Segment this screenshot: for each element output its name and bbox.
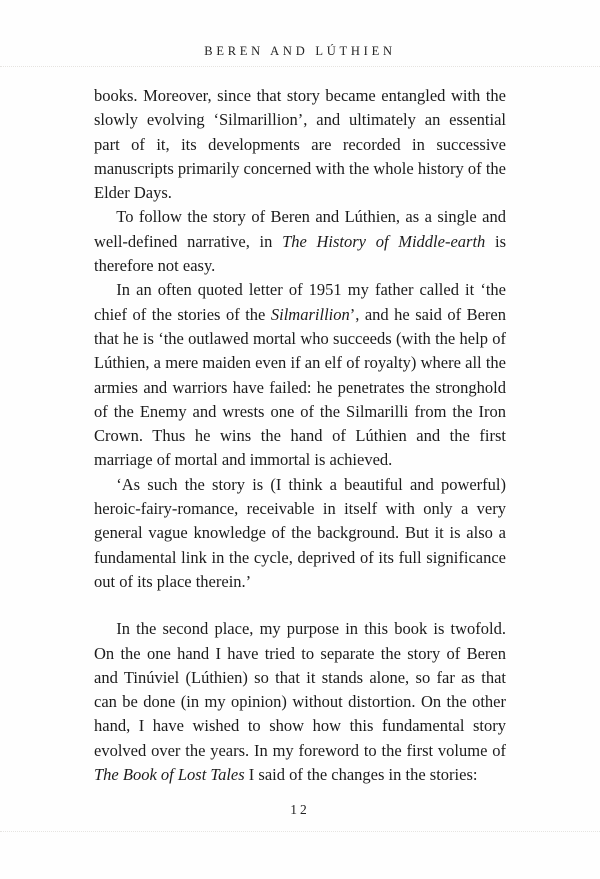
text-run: is therefore not easy. bbox=[94, 231, 506, 276]
italic-text-run: The History of Middle-earth bbox=[282, 231, 486, 251]
text-run: In the second place, my purpose in this book is twofold. On the one hand I have tried to separate the story of Beren and Tinúviel (Lúthien) so that it stands alone, so far as that can be done (in my opinion) without distortion. On the other hand, I have wished to show how this fundamental story evolved over the years. In my foreword to the first volume of bbox=[94, 619, 506, 760]
paragraph bbox=[94, 205, 506, 278]
paragraph bbox=[94, 617, 506, 787]
page-number: 12 bbox=[290, 802, 310, 817]
text-run: I said of the changes in the stories: bbox=[244, 765, 478, 785]
footer-rule bbox=[0, 831, 600, 832]
header-rule bbox=[0, 66, 600, 67]
italic-text-run: Silmarillion bbox=[270, 304, 350, 324]
text-run: To follow the story of Beren and Lúthien, as a single and well-defined narrative, in bbox=[94, 207, 506, 251]
text-run: ‘As such the story is (I think a beautiful and powerful) heroic-fairy-romance, receivable in itself with only a very general vague knowledge of the background. But it is also a fundamental link in the cycle, deprived of its full significance out of its place therein.’ bbox=[94, 474, 506, 591]
paragraph bbox=[94, 278, 506, 472]
text-run: In an often quoted letter of 1951 my father called it ‘the chief of the stories of the bbox=[94, 280, 506, 324]
text-run: books. Moreover, since that story became entangled with the slowly evolving ‘Silmarillion’, and ultimately an essential part of it, its developments are recorded in successive manuscripts primarily concerned with the whole history of the Elder Days. bbox=[94, 86, 506, 203]
paragraph bbox=[94, 473, 506, 594]
page-body bbox=[94, 84, 506, 787]
text-run: ’, and he said of Beren that he is ‘the outlawed mortal who succeeds (with the help of Lúthien, a mere maiden even if an elf of royalty) where all the armies and warriors have failed: he penetrates the stronghold of the Enemy and wrests one of the Silmarilli from the Iron Crown. Thus he wins the hand of Lúthien and the first marriage of mortal and immortal is achieved. bbox=[94, 304, 506, 470]
running-header: BEREN AND LÚTHIEN bbox=[204, 44, 396, 58]
paragraph bbox=[94, 84, 506, 205]
italic-text-run: The Book of Lost Tales bbox=[94, 765, 245, 785]
